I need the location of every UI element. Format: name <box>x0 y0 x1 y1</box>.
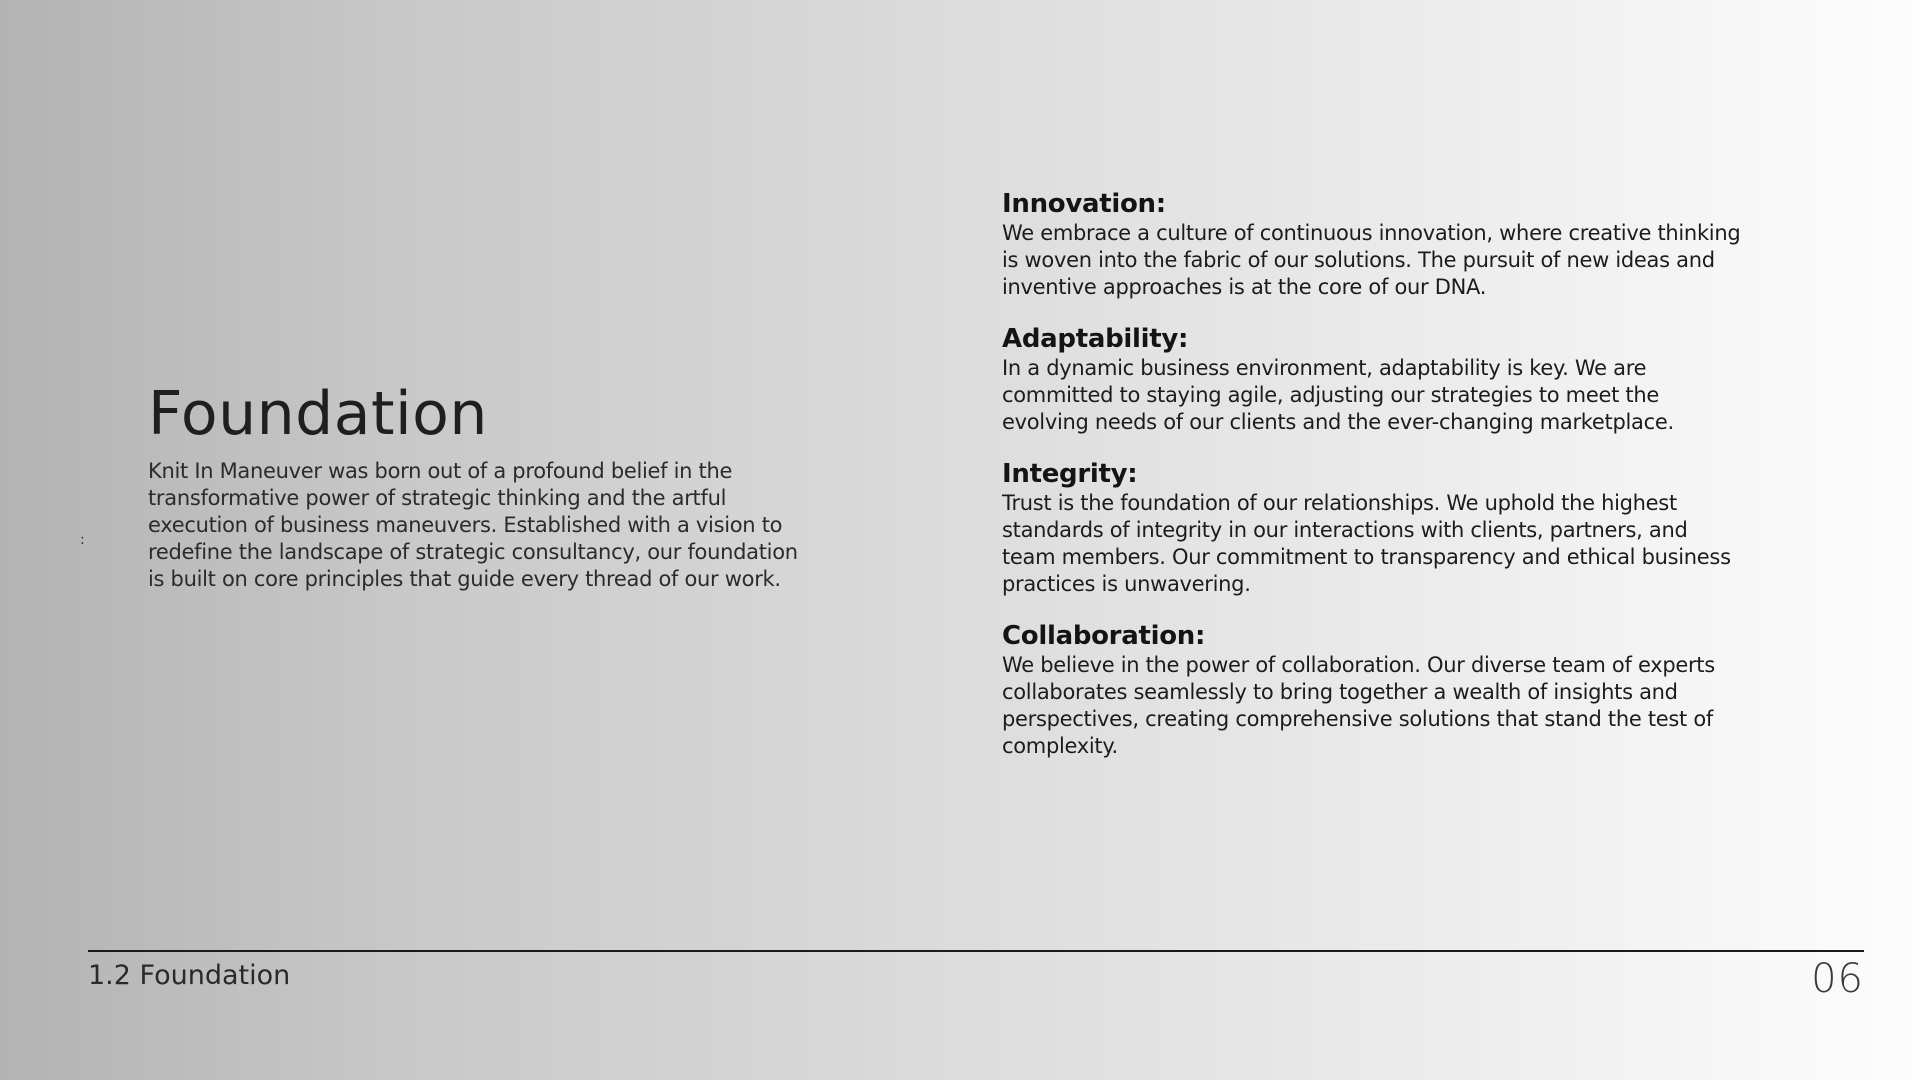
principles-list <box>1002 188 1742 782</box>
principle-text: We believe in the power of collaboration. Our diverse team of experts collaborates seamlessly to bring together a wealth of insights and perspectives, creating comprehensive solutions that stand the test of complexity. <box>1002 653 1715 758</box>
principle-title: Integrity: <box>1002 459 1138 489</box>
principle-title: Adaptability: <box>1002 324 1189 354</box>
footer-divider <box>88 950 1864 952</box>
principle-innovation <box>1002 188 1742 301</box>
principle-adaptability <box>1002 323 1742 436</box>
footer-section-label: 1.2 Foundation <box>88 960 291 991</box>
principle-text: Trust is the foundation of our relationships. We uphold the highest standards of integrity in our interactions with clients, partners, and team members. Our commitment to transparency and ethical business practices is unwavering. <box>1002 491 1731 596</box>
slide-title: Foundation <box>148 379 488 449</box>
page-number: 06 <box>1811 956 1864 1002</box>
principle-integrity <box>1002 458 1742 598</box>
principle-title: Collaboration: <box>1002 621 1206 651</box>
principle-text: In a dynamic business environment, adaptability is key. We are committed to staying agile, adjusting our strategies to meet the evolving needs of our clients and the ever-changing marketplace. <box>1002 356 1674 434</box>
principle-title: Innovation: <box>1002 189 1166 219</box>
principle-text: We embrace a culture of continuous innovation, where creative thinking is woven into the fabric of our solutions. The pursuit of new ideas and inventive approaches is at the core of our DNA. <box>1002 221 1741 299</box>
principle-collaboration <box>1002 620 1742 760</box>
intro-paragraph: Knit In Maneuver was born out of a profound belief in the transformative power of strategic thinking and the artful execution of business maneuvers. Established with a vision to redefine the landscape of strategic consultancy, our foundation is built on core principles that guide every thread of our work. <box>148 459 798 591</box>
foundation-intro-block <box>148 378 808 593</box>
stray-colon-mark: : <box>80 532 85 548</box>
